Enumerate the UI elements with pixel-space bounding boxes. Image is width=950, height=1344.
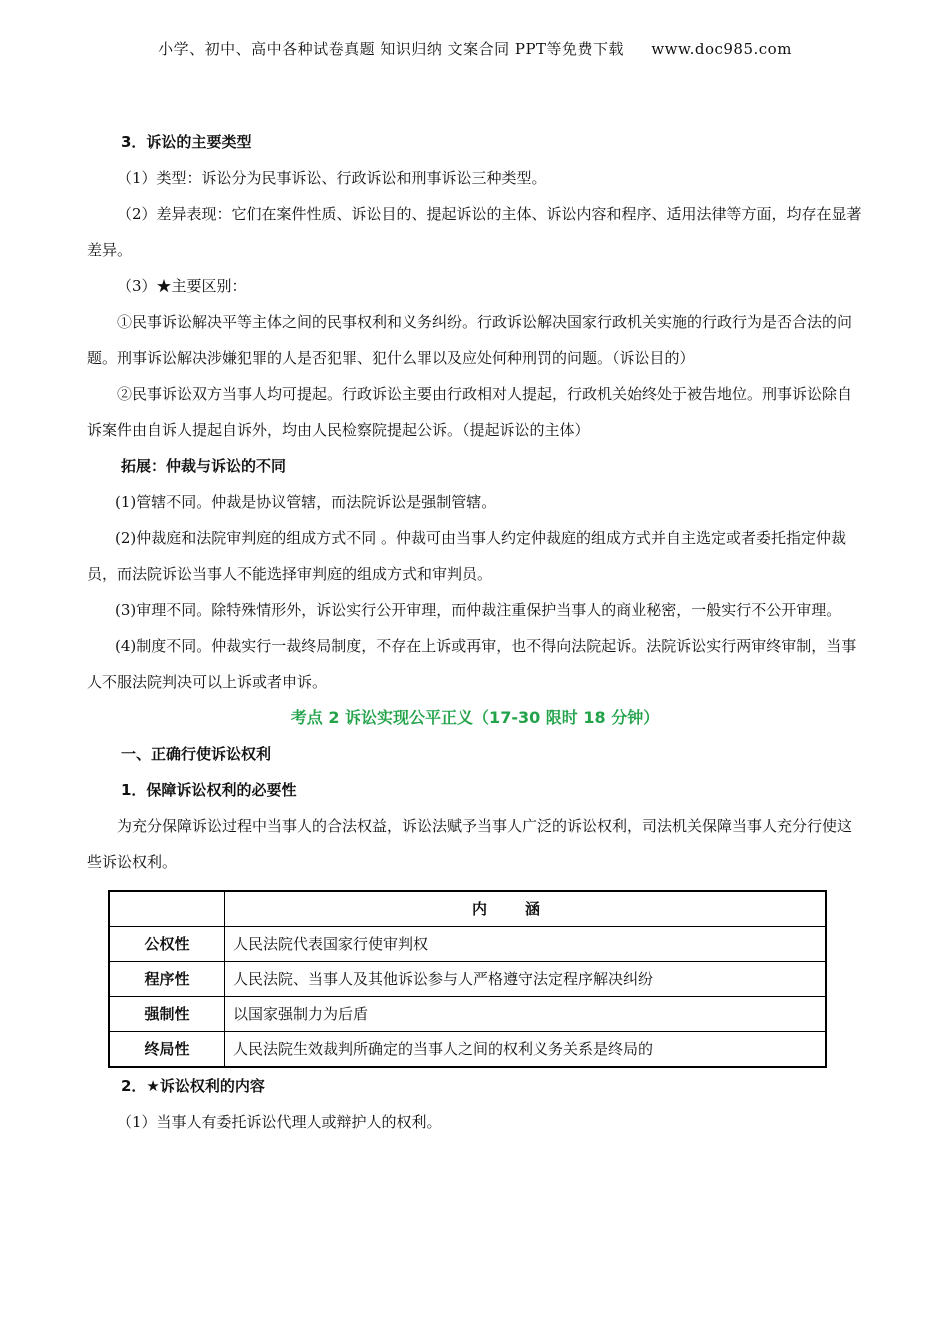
paragraph: （1）类型：诉讼分为民事诉讼、行政诉讼和刑事诉讼三种类型。 xyxy=(117,169,547,187)
table-key-cell: 强制性 xyxy=(109,997,225,1032)
paragraph: (2)仲裁庭和法院审判庭的组成方式不同 。仲裁可由当事人约定仲裁庭的组成方式并自主选定或者委托指定仲裁员，而法院诉讼当事人不能选择审判庭的组成方式和审判员。 xyxy=(87,529,847,583)
paragraph: (1)管辖不同。仲裁是协议管辖，而法院诉讼是强制管辖。 xyxy=(115,493,497,511)
table-row xyxy=(109,1032,826,1068)
header-text: 小学、初中、高中各种试卷真题 知识归纳 文案合同 PPT等免费下载 xyxy=(158,40,625,58)
rights-table xyxy=(108,890,827,1068)
paragraph: （3）★主要区别： xyxy=(117,277,247,295)
table-key-cell: 公权性 xyxy=(109,927,225,962)
page-header xyxy=(0,38,950,59)
section-title: 2．★诉讼权利的内容 xyxy=(121,1077,265,1095)
section-title: 3．诉讼的主要类型 xyxy=(121,133,252,151)
subsection-heading: 一、正确行使诉讼权利 xyxy=(121,745,272,763)
table-value-cell: 以国家强制力为后盾 xyxy=(225,997,827,1032)
table-key-cell: 终局性 xyxy=(109,1032,225,1068)
table-row xyxy=(109,997,826,1032)
table-value-cell: 人民法院代表国家行使审判权 xyxy=(225,927,827,962)
header-site[interactable]: www.doc985.com xyxy=(651,40,792,58)
paragraph: （2）差异表现：它们在案件性质、诉讼目的、提起诉讼的主体、诉讼内容和程序、适用法律等方面，均存在显著差异。 xyxy=(87,205,862,259)
table-row xyxy=(109,962,826,997)
paragraph: ②民事诉讼双方当事人均可提起。行政诉讼主要由行政相对人提起，行政机关始终处于被告地位。刑事诉讼除自诉案件由自诉人提起自诉外，均由人民检察院提起公诉。（提起诉讼的主体） xyxy=(87,385,853,439)
paragraph: 为充分保障诉讼过程中当事人的合法权益，诉讼法赋予当事人广泛的诉讼权利，司法机关保障当事人充分行使这些诉讼权利。 xyxy=(87,817,853,871)
paragraph: （1）当事人有委托诉讼代理人或辩护人的权利。 xyxy=(117,1113,442,1131)
subsection-heading: 1．保障诉讼权利的必要性 xyxy=(121,781,297,799)
table-value-cell: 人民法院生效裁判所确定的当事人之间的权利义务关系是终局的 xyxy=(225,1032,827,1068)
extension-title: 拓展：仲裁与诉讼的不同 xyxy=(121,457,287,475)
table-corner-cell xyxy=(109,891,225,927)
table-header-row xyxy=(109,891,826,927)
table-value-cell: 人民法院、当事人及其他诉讼参与人严格遵守法定程序解决纠纷 xyxy=(225,962,827,997)
kaodian-title: 考点 2 诉讼实现公平正义（17-30 限时 18 分钟） xyxy=(290,708,660,727)
table-header-cell: 内涵 xyxy=(225,891,827,927)
paragraph: (3)审理不同。除特殊情形外，诉讼实行公开审理，而仲裁注重保护当事人的商业秘密，一般实行不公开审理。 xyxy=(115,601,842,619)
paragraph: ①民事诉讼解决平等主体之间的民事权利和义务纠纷。行政诉讼解决国家行政机关实施的行政行为是否合法的问题。刑事诉讼解决涉嫌犯罪的人是否犯罪、犯什么罪以及应处何种刑罚的问题。（诉讼目的） xyxy=(87,313,853,367)
document-body xyxy=(87,124,863,1140)
table-key-cell: 程序性 xyxy=(109,962,225,997)
paragraph: (4)制度不同。仲裁实行一裁终局制度，不存在上诉或再审，也不得向法院起诉。法院诉讼实行两审终审制，当事人不服法院判决可以上诉或者申诉。 xyxy=(87,637,857,691)
table-row xyxy=(109,927,826,962)
